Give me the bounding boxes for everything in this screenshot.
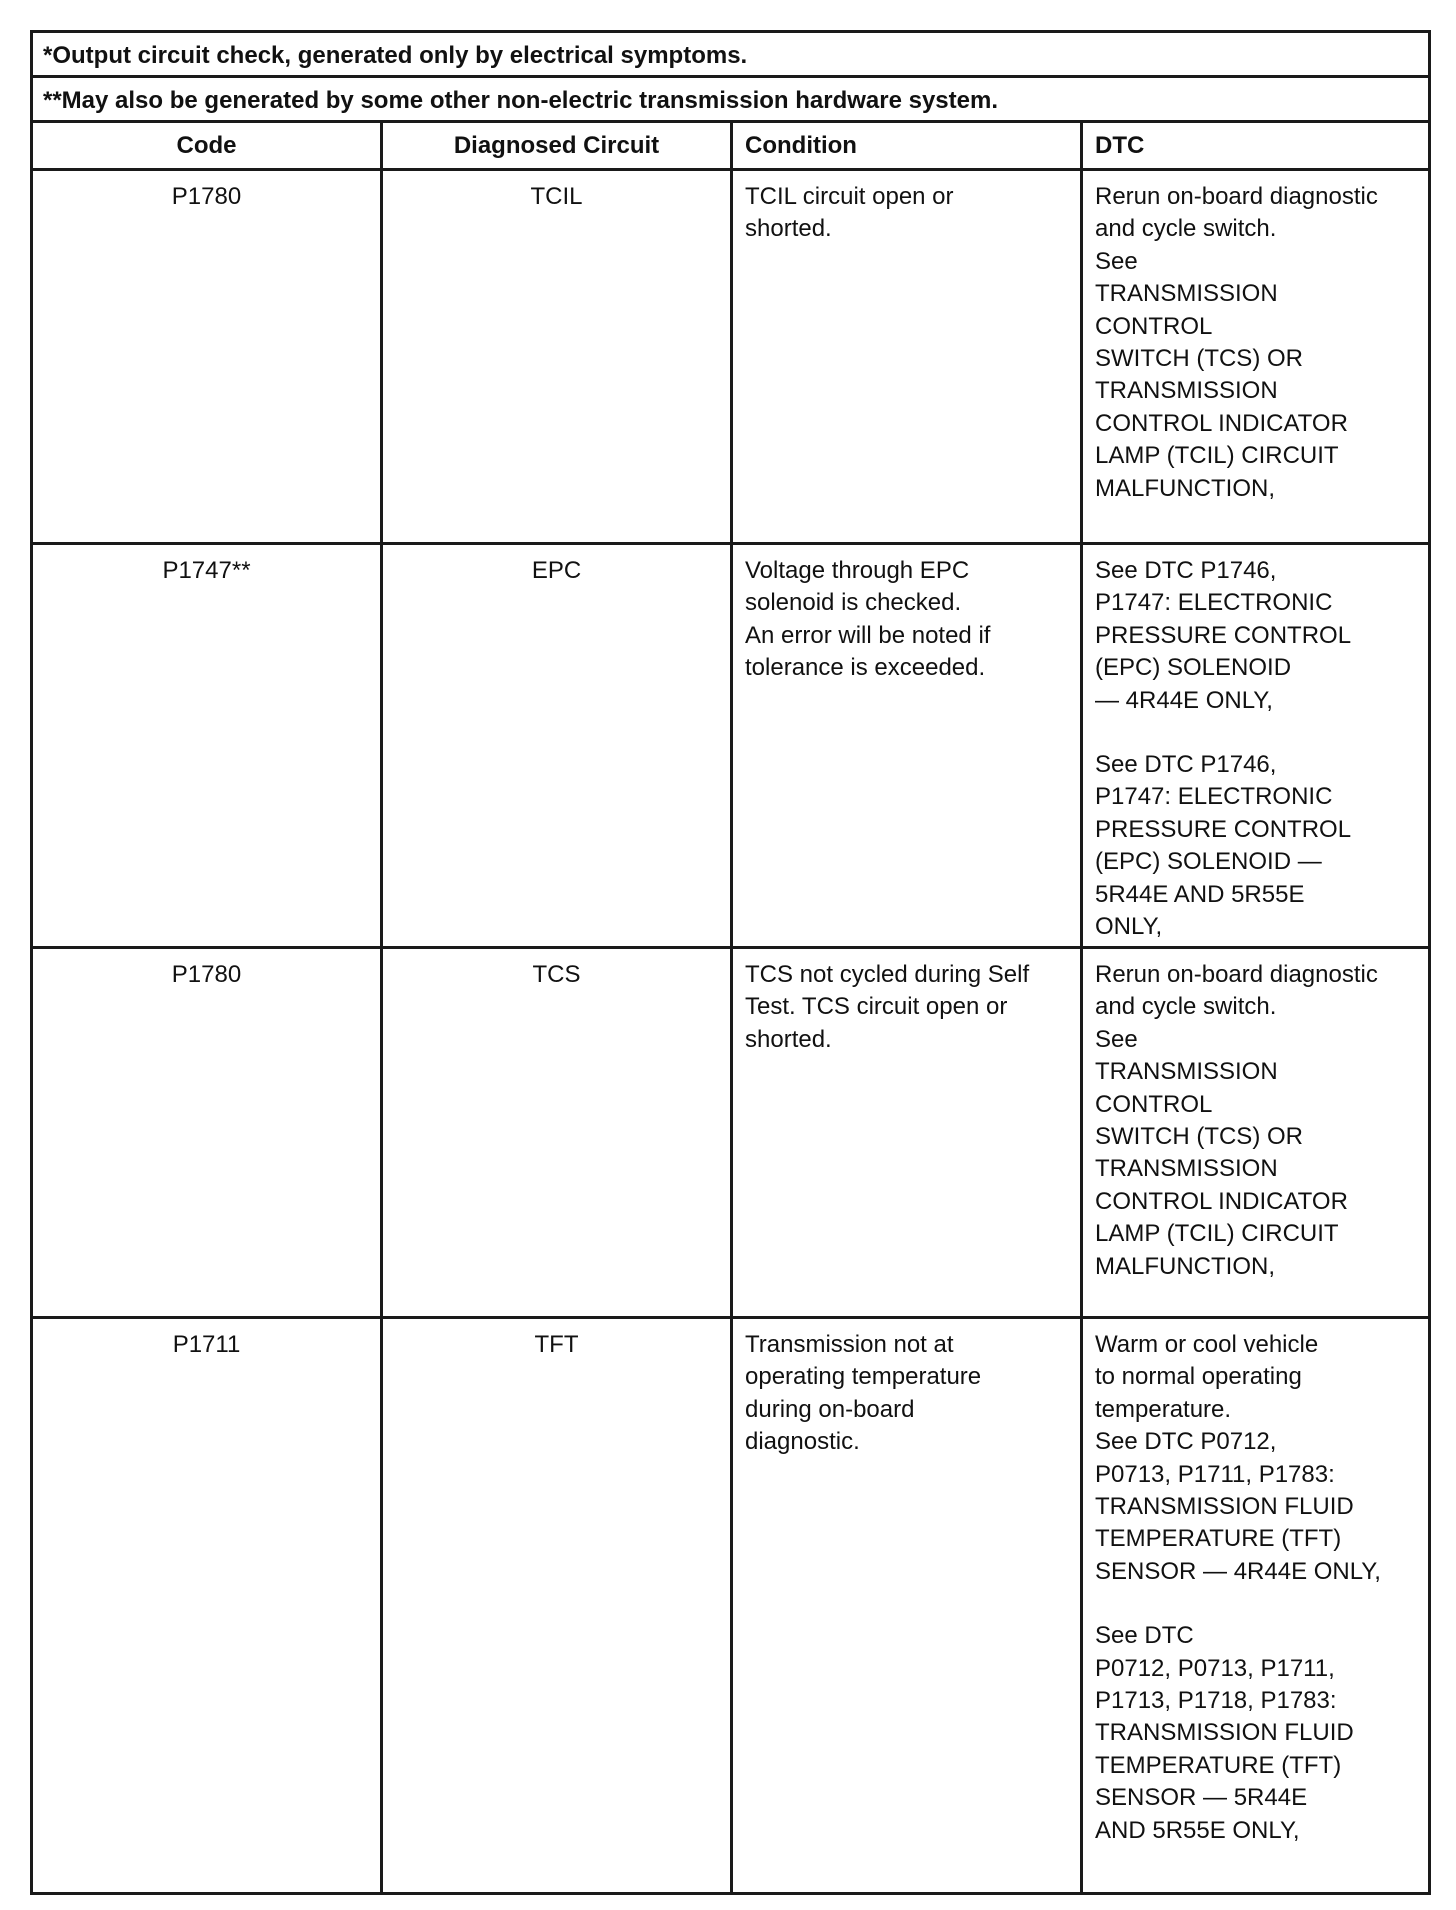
text-line: SENSOR — 4R44E ONLY,	[1095, 1557, 1381, 1585]
text-line: TRANSMISSION FLUID	[1095, 1493, 1354, 1521]
text-line: TCIL circuit open or	[745, 183, 954, 210]
text-line: 5R44E AND 5R55E	[1095, 880, 1305, 908]
dtc-table	[30, 30, 1431, 1895]
text-line: SWITCH (TCS) OR	[1095, 345, 1303, 373]
text-line: TRANSMISSION FLUID	[1095, 1719, 1354, 1747]
text-line: TRANSMISSION	[1095, 1058, 1278, 1086]
text-line: TCS not cycled during Self	[745, 961, 1030, 988]
note-other-hardware: **May also be generated by some other non-electric transmission hardware system.	[32, 77, 1430, 122]
dtc-cell	[1082, 170, 1430, 544]
text-line: TRANSMISSION	[1095, 1155, 1278, 1183]
text-line: Rerun on-board diagnostic	[1095, 961, 1378, 988]
text-line: CONTROL INDICATOR	[1095, 409, 1348, 437]
text-line: Voltage through EPC	[745, 557, 970, 584]
text-line: SWITCH (TCS) OR	[1095, 1123, 1303, 1151]
column-header-condition: Condition	[732, 122, 1082, 170]
text-line: P1747: ELECTRONIC	[1095, 589, 1333, 617]
table-row	[32, 544, 1430, 948]
note-row-other-hardware	[32, 77, 1430, 122]
text-line: See	[1095, 1025, 1138, 1053]
text-line: TRANSMISSION	[1095, 280, 1278, 308]
text-line: diagnostic.	[745, 1428, 860, 1456]
condition-cell	[732, 544, 1082, 948]
code-cell: P1711	[32, 1318, 382, 1894]
condition-text	[745, 1329, 1072, 1459]
dtc-cell	[1082, 544, 1430, 948]
text-line: Test. TCS circuit open or	[745, 993, 1008, 1021]
text-line: PRESSURE CONTROL	[1095, 815, 1352, 843]
condition-text	[745, 181, 1072, 246]
dtc-reference-primary	[1095, 181, 1420, 505]
text-line: shorted.	[745, 1025, 832, 1053]
text-line: TEMPERATURE (TFT)	[1095, 1751, 1342, 1779]
text-line: CONTROL	[1095, 312, 1213, 340]
text-line: Transmission not at	[745, 1331, 954, 1358]
text-line: temperature.	[1095, 1395, 1232, 1423]
text-line: and cycle switch.	[1095, 215, 1277, 243]
table-row	[32, 948, 1430, 1318]
text-line: LAMP (TCIL) CIRCUIT	[1095, 442, 1339, 470]
text-line: and cycle switch.	[1095, 993, 1277, 1021]
text-line: (EPC) SOLENOID	[1095, 654, 1292, 682]
text-line: See	[1095, 247, 1138, 275]
text-line: to normal operating	[1095, 1363, 1302, 1391]
table-row	[32, 170, 1430, 544]
dtc-reference-primary	[1095, 555, 1420, 717]
paragraph-gap	[1095, 717, 1420, 749]
text-line: MALFUNCTION,	[1095, 474, 1275, 502]
text-line: ONLY,	[1095, 913, 1163, 941]
text-line: P0712, P0713, P1711,	[1095, 1654, 1335, 1682]
text-line: shorted.	[745, 215, 832, 243]
paragraph-gap	[1095, 1588, 1420, 1620]
header-row	[32, 122, 1430, 170]
text-line: PRESSURE CONTROL	[1095, 621, 1352, 649]
text-line: See DTC	[1095, 1622, 1194, 1650]
text-line: TEMPERATURE (TFT)	[1095, 1525, 1342, 1553]
dtc-cell	[1082, 1318, 1430, 1894]
text-line: An error will be noted if	[745, 621, 991, 649]
text-line: AND 5R55E ONLY,	[1095, 1816, 1300, 1844]
condition-cell	[732, 1318, 1082, 1894]
text-line: See DTC P1746,	[1095, 557, 1277, 584]
code-cell: P1747**	[32, 544, 382, 948]
dtc-reference-secondary	[1095, 1620, 1420, 1847]
condition-cell	[732, 948, 1082, 1318]
text-line: Rerun on-board diagnostic	[1095, 183, 1378, 210]
text-line: See DTC P0712,	[1095, 1428, 1277, 1456]
column-header-circuit: Diagnosed Circuit	[382, 122, 732, 170]
text-line: during on-board	[745, 1395, 915, 1423]
text-line: MALFUNCTION,	[1095, 1252, 1275, 1280]
text-line: LAMP (TCIL) CIRCUIT	[1095, 1220, 1339, 1248]
text-line: P0713, P1711, P1783:	[1095, 1460, 1335, 1488]
dtc-reference-primary	[1095, 1329, 1420, 1588]
dtc-reference-primary	[1095, 959, 1420, 1283]
condition-text	[745, 555, 1072, 685]
text-line: See DTC P1746,	[1095, 751, 1277, 779]
text-line: SENSOR — 5R44E	[1095, 1784, 1308, 1812]
text-line: P1747: ELECTRONIC	[1095, 783, 1333, 811]
text-line: TRANSMISSION	[1095, 377, 1278, 405]
column-header-dtc: DTC	[1082, 122, 1430, 170]
text-line: Warm or cool vehicle	[1095, 1331, 1319, 1358]
dtc-reference-secondary	[1095, 749, 1420, 943]
text-line: P1713, P1718, P1783:	[1095, 1687, 1337, 1715]
circuit-cell: TCS	[382, 948, 732, 1318]
text-line: CONTROL INDICATOR	[1095, 1187, 1348, 1215]
code-cell: P1780	[32, 170, 382, 544]
text-line: operating temperature	[745, 1363, 982, 1391]
condition-text	[745, 959, 1072, 1056]
text-line: tolerance is exceeded.	[745, 654, 986, 682]
text-line: CONTROL	[1095, 1090, 1213, 1118]
text-line: solenoid is checked.	[745, 589, 962, 617]
note-row-output-check	[32, 32, 1430, 77]
circuit-cell: TCIL	[382, 170, 732, 544]
code-cell: P1780	[32, 948, 382, 1318]
note-output-check: *Output circuit check, generated only by electrical symptoms.	[32, 32, 1430, 77]
column-header-code: Code	[32, 122, 382, 170]
circuit-cell: EPC	[382, 544, 732, 948]
text-line: — 4R44E ONLY,	[1095, 686, 1273, 714]
condition-cell	[732, 170, 1082, 544]
text-line: (EPC) SOLENOID —	[1095, 848, 1322, 876]
circuit-cell: TFT	[382, 1318, 732, 1894]
table-row	[32, 1318, 1430, 1894]
dtc-cell	[1082, 948, 1430, 1318]
